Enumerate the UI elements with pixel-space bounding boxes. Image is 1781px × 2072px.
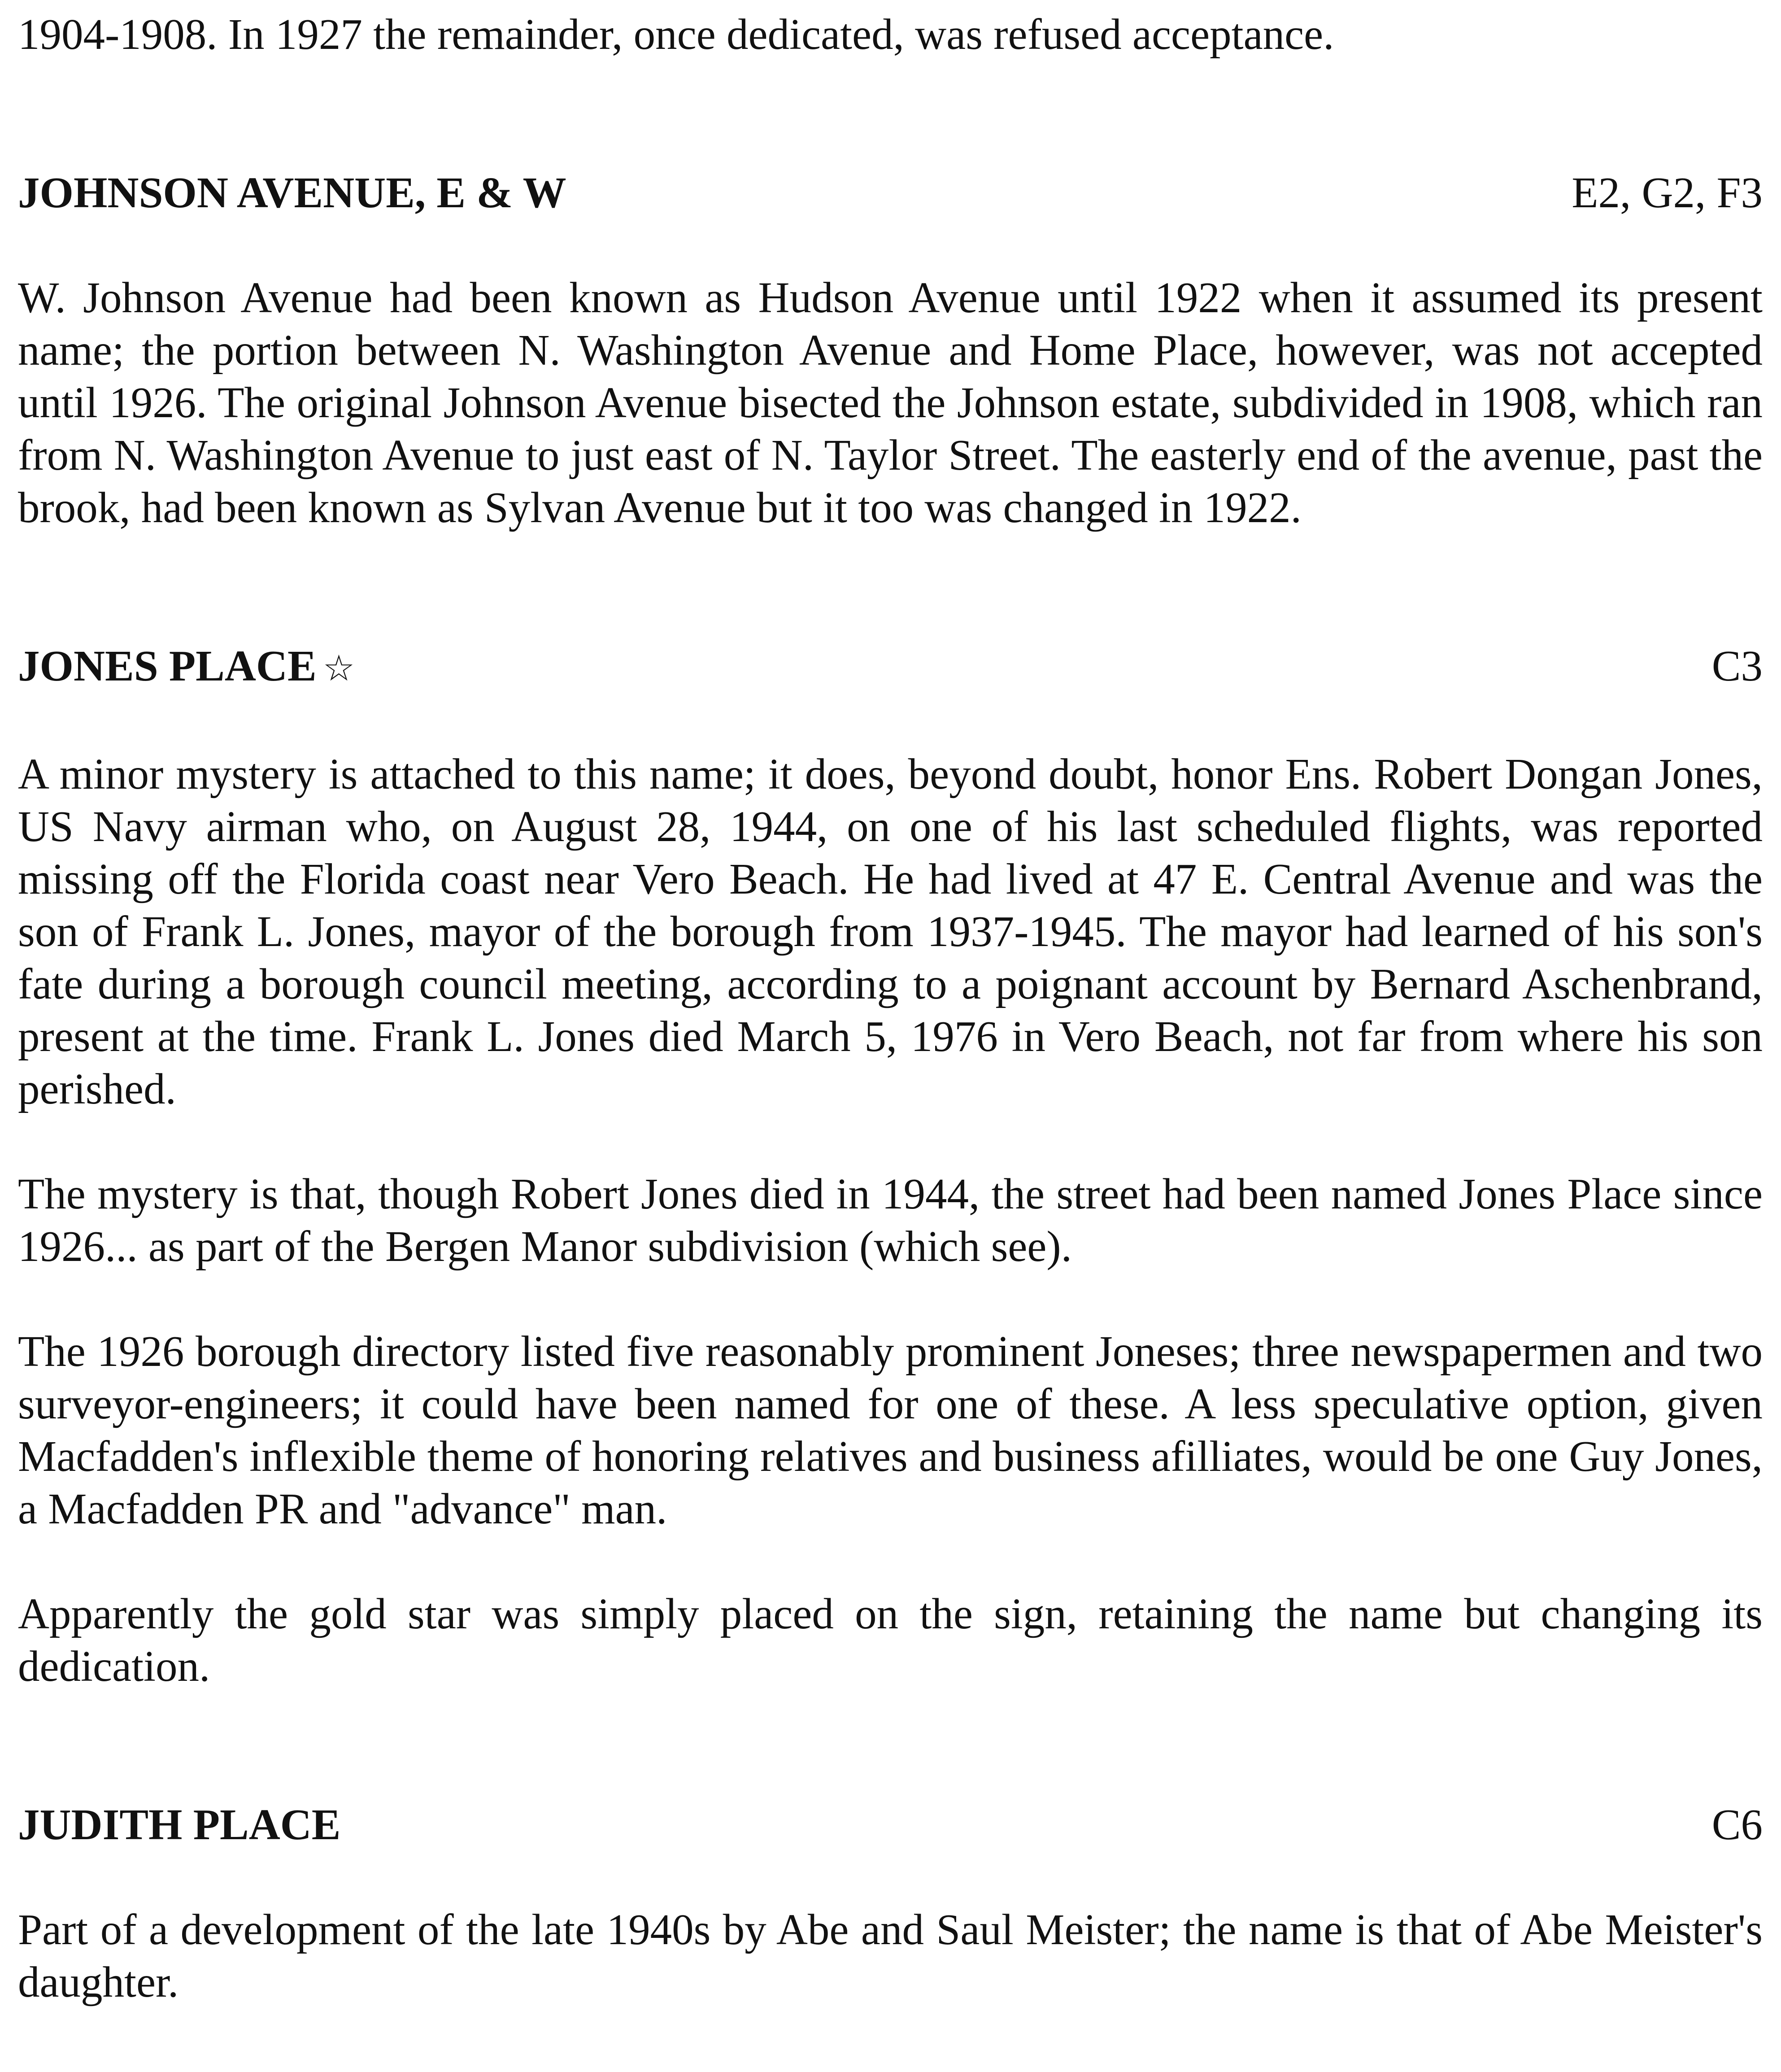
entry-paragraph: W. Johnson Avenue had been known as Hudson Avenue until 1922 when it assumed its present name; the portion between N. Washington Avenue and Home Place, however, was not accepted until 1926. The original Johnson Avenue bisected the Johnson estate, subdivided in 1908, which ran from N. Washington Avenue to just east of N. Taylor Street. The easterly end of the avenue, past the brook, had been known as Sylvan Avenue but it too was changed in 1922. bbox=[18, 274, 1763, 532]
entry-paragraph: The 1926 borough directory listed five reasonably prominent Joneses; three newspapermen and two surveyor-engineers; it could have been named for one of these. A less speculative option, given Macfadden's inflexible theme of honoring relatives and business afilliates, would be one Guy Jones, a Macfadden PR and "advance" man. bbox=[18, 1327, 1763, 1533]
entry-heading-jones-place bbox=[18, 640, 1763, 695]
entry-paragraph: Apparently the gold star was simply placed on the sign, retaining the name but changing its dedication. bbox=[18, 1590, 1763, 1690]
intro-fragment: 1904-1908. In 1927 the remainder, once dedicated, was refused acceptance. bbox=[18, 10, 1334, 58]
entry-paragraph: A minor mystery is attached to this name; it does, beyond doubt, honor Ens. Robert Dongan Jones, US Navy airman who, on August 28, 1944, on one of his last scheduled flights, was reported missing off the Florida coast near Vero Beach. He had lived at 47 E. Central Avenue and was the son of Frank L. Jones, mayor of the borough from 1937-1945. The mayor had learned of his son's fate during a borough council meeting, according to a poignant account by Bernard Aschenbrand, present at the time. Frank L. Jones died March 5, 1976 in Vero Beach, not far from where his son perished. bbox=[18, 750, 1763, 1113]
entry-title: JOHNSON AVENUE, E & W bbox=[18, 169, 566, 217]
map-grid-ref: C6 bbox=[1711, 1801, 1763, 1849]
entry-paragraph: Part of a development of the late 1940s by Abe and Saul Meister; the name is that of Abe Meister's daughter. bbox=[18, 1906, 1763, 2006]
gold-star-icon: ☆ bbox=[322, 649, 355, 689]
entry-heading-johnson-avenue bbox=[18, 166, 1763, 219]
entry-title-group bbox=[18, 640, 355, 695]
entry-heading-judith-place bbox=[18, 1798, 1763, 1851]
entry-title: JONES PLACE bbox=[18, 642, 317, 690]
document-page bbox=[18, 0, 1763, 2008]
entry-paragraph: The mystery is that, though Robert Jones died in 1944, the street had been named Jones Place since 1926... as part of the Bergen Manor subdivision (which see). bbox=[18, 1170, 1763, 1270]
map-grid-ref: C3 bbox=[1711, 642, 1763, 690]
map-grid-ref: E2, G2, F3 bbox=[1572, 169, 1763, 217]
entry-title: JUDITH PLACE bbox=[18, 1801, 341, 1849]
